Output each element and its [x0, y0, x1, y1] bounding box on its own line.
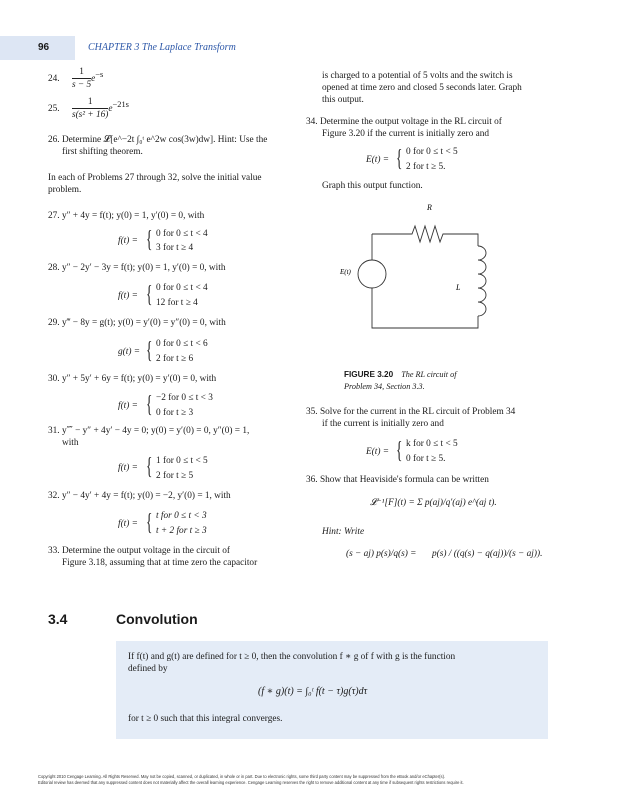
problem-31: 31. y⁗ − y″ + 4y′ − 4y = 0; y(0) = y′(0) = 0, y″(0) = 1, — [48, 426, 250, 436]
resistor-wire — [372, 226, 478, 246]
case-1: t for 0 ≤ t < 3 — [156, 511, 207, 521]
problem-33-cont-right: this output. — [322, 95, 364, 105]
brace: { — [146, 282, 153, 308]
case-2: 0 for t ≥ 3 — [156, 408, 194, 418]
problem-24: 24. $\frac{1}{s - 5}$ $e^{-s}$ — [48, 67, 104, 91]
copyright-footer — [38, 774, 464, 786]
problem-35: 35. Solve for the current in the RL circuit of Problem 34 — [306, 407, 516, 417]
instructions: In each of Problems 27 through 32, solve the initial value — [48, 173, 262, 183]
section-number: 3.4 — [48, 611, 68, 627]
problem-36: 36. Show that Heaviside's formula can be written — [306, 475, 489, 485]
case-2: 3 for t ≥ 4 — [156, 243, 194, 253]
problem-33-cont-right: opened at time zero and closed 5 seconds later. Graph — [322, 83, 522, 93]
section-title: Convolution — [116, 611, 198, 627]
case-1: 0 for 0 ≤ t < 6 — [156, 339, 208, 349]
bottom-wire — [372, 288, 478, 328]
hint-equation-right: p(s) / ((q(s) − q(aj))/(s − aj)). — [432, 549, 543, 559]
convolution-formula: (f ∗ g)(t) = ∫₀ᵗ f(t − τ)g(τ)dτ — [258, 686, 368, 697]
brace: { — [146, 454, 153, 480]
page-number: 96 — [38, 42, 50, 53]
problem-29: 29. y‴ − 8y = g(t); y(0) = y′(0) = y″(0) = 0, with — [48, 318, 226, 328]
piecewise-label: g(t) = — [118, 347, 141, 357]
copyright-line-1: Copyright 2010 Cengage Learning. All Rights Reserved. May not be copied, scanned, or duplicated, in whole or in part. Due to electronic rights, some third party content may be suppressed from the eBook and/or eChapter(s). — [38, 774, 446, 779]
problem-28: 28. y″ − 2y′ − 3y = f(t); y(0) = 1, y′(0) = 0, with — [48, 263, 226, 273]
case-1: k for 0 ≤ t < 5 — [406, 439, 458, 449]
piecewise-label: E(t) = — [366, 447, 390, 457]
case-2: 12 for t ≥ 4 — [156, 298, 198, 308]
inductor-coil — [478, 246, 486, 316]
instructions-cont: problem. — [48, 185, 82, 195]
case-1: 1 for 0 ≤ t < 5 — [156, 456, 208, 466]
problem-33-cont-right: is charged to a potential of 5 volts and the switch is — [322, 71, 513, 81]
exp-term: e — [108, 104, 113, 115]
voltage-source — [358, 260, 386, 288]
figure-caption — [344, 370, 456, 379]
brace: { — [396, 438, 403, 464]
case-1: 0 for 0 ≤ t < 4 — [156, 229, 208, 239]
fraction: $\frac{1}{\text{s(s² + 16)}}$ — [71, 97, 109, 121]
hint: Hint: Write — [322, 527, 365, 537]
running-header: CHAPTER 3 The Laplace Transform — [88, 42, 236, 53]
fraction: $\frac{1}{s - 5}$ — [71, 67, 92, 91]
definition-text-3: for t ≥ 0 such that this integral converges. — [128, 714, 283, 724]
case-2: 0 for t ≥ 5. — [406, 454, 446, 464]
piecewise-label: f(t) = — [118, 291, 138, 301]
piecewise-label: f(t) = — [118, 401, 138, 411]
problem-33-cont: Figure 3.18, assuming that at time zero the capacitor — [62, 558, 258, 568]
case-2: 2 for t ≥ 5. — [406, 162, 446, 172]
brace: { — [146, 510, 153, 536]
problem-25: 25. $\frac{1}{\text{s(s² + 16)}}$ $e^{-21s}$ — [48, 97, 129, 121]
piecewise-label: E(t) = — [366, 155, 390, 165]
brace: { — [146, 392, 153, 418]
figure-label: FIGURE 3.20 — [344, 370, 394, 379]
source-label: E(t) — [340, 268, 351, 276]
hint-equation-left: (s − aj) p(s)/q(s) = — [346, 549, 417, 559]
brace: { — [146, 338, 153, 364]
page-number-tab — [0, 36, 75, 60]
case-2: t + 2 for t ≥ 3 — [156, 526, 207, 536]
copyright-line-2: Editorial review has deemed that any suppressed content does not materially affect the overall learning experience. Cengage Learning reserves the right to remove additional content at any time if subsequent rights restrictions require it. — [38, 780, 464, 785]
piecewise-label: f(t) = — [118, 236, 138, 246]
problem-35-cont: if the current is initially zero and — [322, 419, 444, 429]
definition-text-2: defined by — [128, 664, 168, 674]
problem-30: 30. y″ + 5y′ + 6y = f(t); y(0) = y′(0) = 0, with — [48, 374, 217, 384]
problem-33: 33. Determine the output voltage in the circuit of — [48, 546, 231, 556]
rl-circuit-figure — [338, 198, 498, 358]
problem-34-cont: Figure 3.20 if the current is initially zero and — [322, 129, 490, 139]
case-1: 0 for 0 ≤ t < 4 — [156, 283, 208, 293]
heaviside-formula: 𝓛⁻¹[F](t) = Σ p(aj)/q′(aj) e^(aj t). — [370, 498, 497, 508]
problem-26-cont: first shifting theorem. — [62, 147, 143, 157]
resistor-label: R — [427, 203, 432, 212]
caption-text: The RL circuit of — [401, 370, 457, 379]
problem-27: 27. y″ + 4y = f(t); y(0) = 1, y′(0) = 0, with — [48, 211, 205, 221]
problem-number: 25. — [48, 104, 60, 115]
problem-number: 24. — [48, 74, 60, 85]
exp-term: e — [91, 74, 96, 85]
problem-26: 26. Determine 𝓛[e^−2t ∫₀ᵗ e^2w cos(3w)dw]. Hint: Use the — [48, 135, 268, 145]
problem-32: 32. y″ − 4y′ + 4y = f(t); y(0) = −2, y′(0) = 1, with — [48, 491, 231, 501]
problem-34-graph: Graph this output function. — [322, 181, 423, 191]
definition-text: If f(t) and g(t) are defined for t ≥ 0, then the convolution f ∗ g of f with g is the function — [128, 652, 456, 662]
piecewise-label: f(t) = — [118, 463, 138, 473]
case-2: 2 for t ≥ 6 — [156, 354, 194, 364]
brace: { — [146, 227, 153, 253]
case-1: −2 for 0 ≤ t < 3 — [156, 393, 213, 403]
inductor-label: L — [456, 283, 461, 292]
brace: { — [396, 146, 403, 172]
caption-text-2: Problem 34, Section 3.3. — [344, 382, 425, 391]
case-1: 0 for 0 ≤ t < 5 — [406, 147, 458, 157]
case-2: 2 for t ≥ 5 — [156, 471, 194, 481]
piecewise-label: f(t) = — [118, 519, 138, 529]
problem-34: 34. Determine the output voltage in the RL circuit of — [306, 117, 502, 127]
problem-31-cont: with — [62, 438, 79, 448]
